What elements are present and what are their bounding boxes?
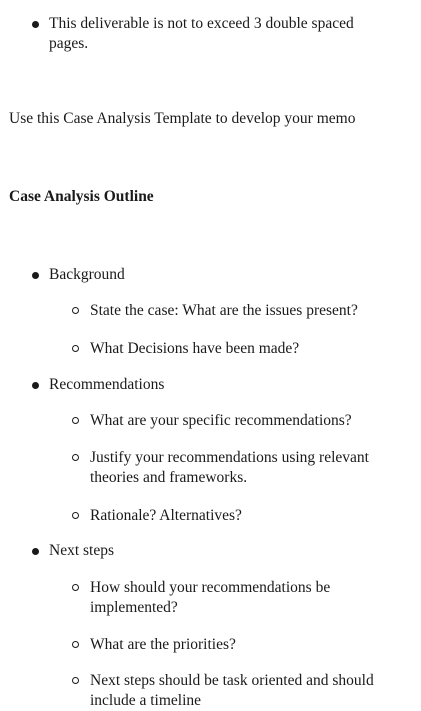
- section-label-background: Background: [49, 266, 125, 283]
- bullet-dot: [32, 548, 39, 555]
- list-item: Justify your recommendations using relevant theories and frameworks.: [90, 449, 369, 486]
- sub-bullet-circle: [72, 584, 79, 591]
- list-item: How should your recommendations be implemented?: [90, 579, 331, 616]
- sub-bullet-circle: [72, 641, 79, 648]
- sub-bullet-circle: [72, 417, 79, 424]
- list-item: What are the priorities?: [90, 636, 236, 653]
- list-item: Next steps should be task oriented and should include a timeline: [90, 672, 374, 709]
- outline-heading: Case Analysis Outline: [9, 188, 154, 205]
- deliverable-note: This deliverable is not to exceed 3 double spaced pages.: [49, 15, 354, 52]
- list-item: What Decisions have been made?: [90, 340, 300, 357]
- sub-bullet-circle: [72, 512, 79, 519]
- bullet-dot: [32, 21, 39, 28]
- sub-bullet-circle: [72, 345, 79, 352]
- sub-bullet-circle: [72, 307, 79, 314]
- section-label-next-steps: Next steps: [49, 542, 115, 559]
- section-label-recommendations: Recommendations: [49, 376, 165, 393]
- list-item: What are your specific recommendations?: [90, 412, 352, 429]
- sub-bullet-circle: [72, 677, 79, 684]
- bullet-dot: [32, 382, 39, 389]
- bullet-dot: [32, 272, 39, 279]
- intro-text: Use this Case Analysis Template to develop your memo: [9, 110, 356, 127]
- list-item: State the case: What are the issues present?: [90, 302, 358, 319]
- list-item: Rationale? Alternatives?: [90, 507, 242, 524]
- sub-bullet-circle: [72, 454, 79, 461]
